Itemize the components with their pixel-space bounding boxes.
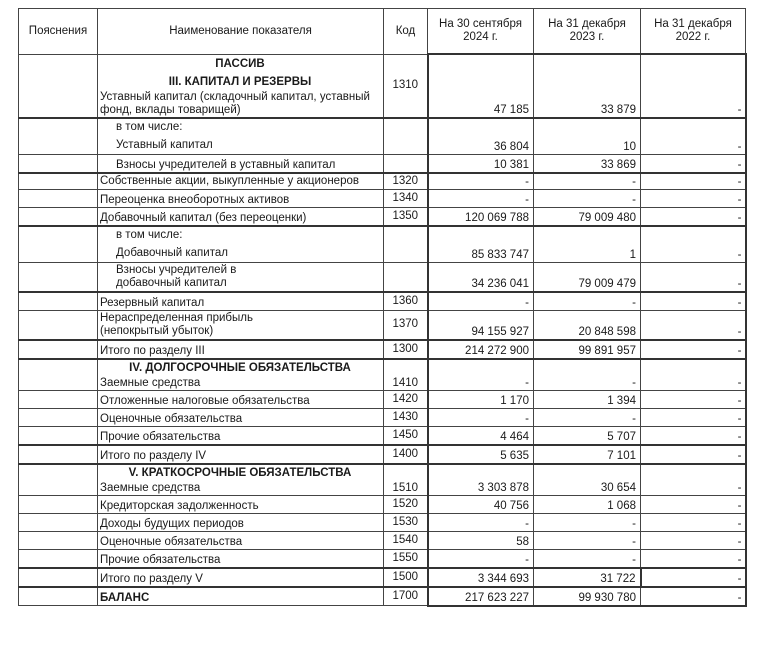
- row-name: Оценочные обязательства: [98, 531, 384, 549]
- value-2024: -: [428, 292, 534, 311]
- value-2022: -: [641, 54, 746, 118]
- notes-cell: [19, 154, 98, 173]
- row-code: 1510: [384, 464, 428, 496]
- value-2024: 1 170: [428, 390, 534, 408]
- notes-cell: [19, 207, 98, 226]
- table-row: [19, 189, 746, 207]
- value-2024: 5 635: [428, 445, 534, 464]
- row-name: ПАССИВ III. КАПИТАЛ И РЕЗЕРВЫ Уставный капитал (складочный капитал, уставный фонд, вклады товарищей): [98, 54, 384, 118]
- row-code: 1450: [384, 426, 428, 445]
- table-row: [19, 464, 746, 496]
- row-name: Нераспределенная прибыль (непокрытый убыток): [98, 310, 384, 340]
- value-2024: 34 236 041: [428, 262, 534, 292]
- notes-cell: [19, 390, 98, 408]
- notes-cell: [19, 445, 98, 464]
- notes-cell: [19, 262, 98, 292]
- table-row-subtotal: [19, 340, 746, 359]
- row-name: Собственные акции, выкупленные у акционеров: [98, 173, 384, 190]
- row-code: 1370: [384, 310, 428, 340]
- row-code: 1550: [384, 549, 428, 568]
- col-header-name: Наименование показателя: [98, 9, 384, 55]
- row-code: 1410: [384, 359, 428, 391]
- table-row-balance-total: [19, 587, 746, 606]
- value-2022: -: [641, 408, 746, 426]
- section-heading-liabilities: ПАССИВ: [215, 57, 265, 70]
- value-2023: -: [534, 189, 641, 207]
- row-code: 1300: [384, 340, 428, 359]
- row-code: 1360: [384, 292, 428, 311]
- notes-cell: [19, 464, 98, 496]
- value-2023: -: [534, 359, 641, 391]
- table-row: [19, 154, 746, 173]
- table-row: [19, 359, 746, 391]
- row-name: Итого по разделу III: [98, 340, 384, 359]
- value-2024: 4 464: [428, 426, 534, 445]
- header-row: [19, 9, 746, 55]
- notes-cell: [19, 310, 98, 340]
- value-2023: 20 848 598: [534, 310, 641, 340]
- table-row: [19, 207, 746, 226]
- value-2024: -: [428, 359, 534, 391]
- notes-cell: [19, 292, 98, 311]
- value-2022: -: [641, 513, 746, 531]
- value-2022: -: [641, 226, 746, 263]
- value-2023: 79 009 479: [534, 262, 641, 292]
- row-code: [384, 154, 428, 173]
- value-2024: 47 185: [428, 54, 534, 118]
- table-row: [19, 495, 746, 513]
- row-code: 1350: [384, 207, 428, 226]
- row-name: Оценочные обязательства: [98, 408, 384, 426]
- value-2022: -: [641, 189, 746, 207]
- value-2024: 36 804: [428, 118, 534, 155]
- notes-cell: [19, 118, 98, 155]
- notes-cell: [19, 189, 98, 207]
- value-2023: 10: [534, 118, 641, 155]
- row-name: Прочие обязательства: [98, 549, 384, 568]
- balance-sheet-liabilities-table: [18, 8, 747, 607]
- table-row: [19, 262, 746, 292]
- row-code: 1420: [384, 390, 428, 408]
- col-header-period-3: На 31 декабря 2022 г.: [641, 9, 746, 55]
- value-2022: -: [641, 445, 746, 464]
- row-code: [384, 118, 428, 155]
- value-2024: -: [428, 408, 534, 426]
- value-2024: 214 272 900: [428, 340, 534, 359]
- value-2023: 99 891 957: [534, 340, 641, 359]
- col-header-code: Код: [384, 9, 428, 55]
- value-2022: -: [641, 495, 746, 513]
- row-code: 1340: [384, 189, 428, 207]
- row-code: 1700: [384, 587, 428, 606]
- value-2024: -: [428, 189, 534, 207]
- notes-cell: [19, 495, 98, 513]
- row-code: 1500: [384, 568, 428, 587]
- row-code: 1400: [384, 445, 428, 464]
- table-row: [19, 173, 746, 190]
- value-2022: -: [641, 340, 746, 359]
- value-2023: -: [534, 513, 641, 531]
- row-name: Итого по разделу V: [98, 568, 384, 587]
- value-2023: 7 101: [534, 445, 641, 464]
- value-2024: 58: [428, 531, 534, 549]
- notes-cell: [19, 549, 98, 568]
- value-2023: 1: [534, 226, 641, 263]
- row-code: 1310: [384, 54, 428, 118]
- value-2022: -: [641, 118, 746, 155]
- value-2023: -: [534, 549, 641, 568]
- table-row-subtotal: [19, 568, 746, 587]
- row-code: [384, 226, 428, 263]
- value-2023: 5 707: [534, 426, 641, 445]
- table-row: [19, 390, 746, 408]
- row-name: Переоценка внеоборотных активов: [98, 189, 384, 207]
- value-2024: 3 344 693: [428, 568, 534, 587]
- value-2023: 33 869: [534, 154, 641, 173]
- row-code: 1530: [384, 513, 428, 531]
- row-name: Взносы учредителей в уставный капитал: [98, 154, 384, 173]
- value-2023: -: [534, 292, 641, 311]
- value-2024: 217 623 227: [428, 587, 534, 606]
- col-header-period-1: На 30 сентября 2024 г.: [428, 9, 534, 55]
- value-2022: -: [641, 262, 746, 292]
- value-2022: -: [641, 464, 746, 496]
- table-row: [19, 226, 746, 263]
- notes-cell: [19, 531, 98, 549]
- notes-cell: [19, 340, 98, 359]
- value-2024: 3 303 878: [428, 464, 534, 496]
- row-name: Резервный капитал: [98, 292, 384, 311]
- value-2024: 40 756: [428, 495, 534, 513]
- col-header-period-2: На 31 декабря 2023 г.: [534, 9, 641, 55]
- row-name: V. КРАТКОСРОЧНЫЕ ОБЯЗАТЕЛЬСТВА Заемные средства: [98, 464, 384, 496]
- notes-cell: [19, 54, 98, 118]
- value-2024: 94 155 927: [428, 310, 534, 340]
- notes-cell: [19, 513, 98, 531]
- value-2023: 79 009 480: [534, 207, 641, 226]
- value-2023: 33 879: [534, 54, 641, 118]
- row-name: Кредиторская задолженность: [98, 495, 384, 513]
- table-row: [19, 549, 746, 568]
- value-2022: -: [641, 173, 746, 190]
- value-2023: 1 394: [534, 390, 641, 408]
- notes-cell: [19, 568, 98, 587]
- notes-cell: [19, 173, 98, 190]
- value-2022: -: [641, 207, 746, 226]
- row-name: Итого по разделу IV: [98, 445, 384, 464]
- notes-cell: [19, 587, 98, 606]
- section-heading-capital: III. КАПИТАЛ И РЕЗЕРВЫ: [168, 75, 312, 88]
- value-2022: -: [641, 154, 746, 173]
- row-name: Доходы будущих периодов: [98, 513, 384, 531]
- value-2023: 31 722: [534, 568, 641, 587]
- notes-cell: [19, 226, 98, 263]
- row-code: 1320: [384, 173, 428, 190]
- value-2023: 1 068: [534, 495, 641, 513]
- row-name: Прочие обязательства: [98, 426, 384, 445]
- row-code: 1520: [384, 495, 428, 513]
- value-2022: -: [641, 359, 746, 391]
- section-heading-long-term: IV. ДОЛГОСРОЧНЫЕ ОБЯЗАТЕЛЬСТВА: [129, 361, 351, 374]
- notes-cell: [19, 408, 98, 426]
- table-row: [19, 513, 746, 531]
- table-row-subtotal: [19, 445, 746, 464]
- value-2023: -: [534, 531, 641, 549]
- table-row: [19, 408, 746, 426]
- section-heading-short-term: V. КРАТКОСРОЧНЫЕ ОБЯЗАТЕЛЬСТВА: [128, 466, 352, 479]
- row-name: Добавочный капитал (без переоценки): [98, 207, 384, 226]
- value-2022: -: [641, 292, 746, 311]
- row-name: в том числе: Уставный капитал: [98, 118, 384, 155]
- value-2022: -: [641, 587, 746, 606]
- value-2022: -: [641, 426, 746, 445]
- row-name: Отложенные налоговые обязательства: [98, 390, 384, 408]
- value-2024: -: [428, 173, 534, 190]
- value-2024: -: [428, 549, 534, 568]
- value-2022: -: [641, 310, 746, 340]
- table-row: [19, 426, 746, 445]
- table-row: [19, 292, 746, 311]
- row-code: 1430: [384, 408, 428, 426]
- value-2024: -: [428, 513, 534, 531]
- value-2022: -: [641, 549, 746, 568]
- value-2022: -: [641, 531, 746, 549]
- col-header-notes: Пояснения: [19, 9, 98, 55]
- value-2022: -: [641, 390, 746, 408]
- value-2024: 10 381: [428, 154, 534, 173]
- value-2022: -: [641, 568, 746, 587]
- value-2023: 30 654: [534, 464, 641, 496]
- value-2024: 120 069 788: [428, 207, 534, 226]
- row-name: БАЛАНС: [98, 587, 384, 606]
- table-row: [19, 531, 746, 549]
- row-name: IV. ДОЛГОСРОЧНЫЕ ОБЯЗАТЕЛЬСТВА Заемные средства: [98, 359, 384, 391]
- row-code: 1540: [384, 531, 428, 549]
- value-2024: 85 833 747: [428, 226, 534, 263]
- notes-cell: [19, 359, 98, 391]
- row-name: Взносы учредителей в добавочный капитал: [98, 262, 384, 292]
- table-row: [19, 54, 746, 118]
- row-code: [384, 262, 428, 292]
- value-2023: 99 930 780: [534, 587, 641, 606]
- value-2023: -: [534, 408, 641, 426]
- notes-cell: [19, 426, 98, 445]
- table-row: [19, 310, 746, 340]
- value-2023: -: [534, 173, 641, 190]
- table-row: [19, 118, 746, 155]
- row-name: в том числе: Добавочный капитал: [98, 226, 384, 263]
